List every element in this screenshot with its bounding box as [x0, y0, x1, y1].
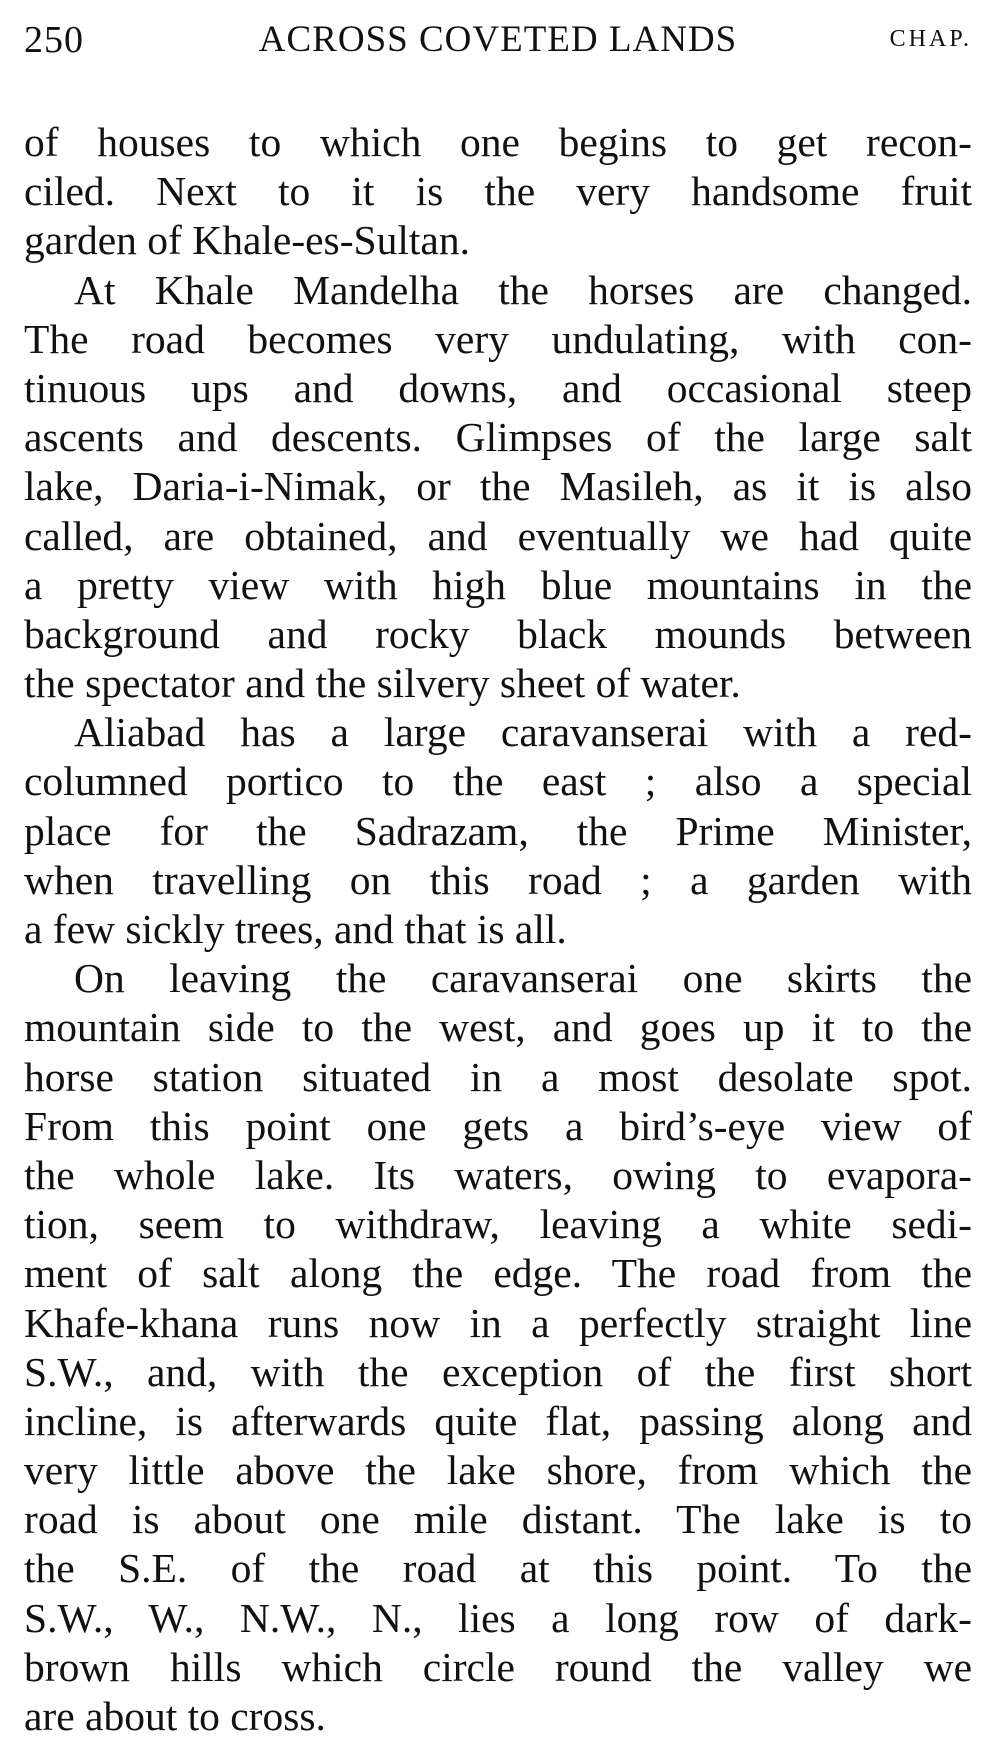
- running-title: ACROSS COVETED LANDS: [258, 19, 738, 60]
- text-line: S.W., and, with the exception of the first short: [24, 1348, 972, 1395]
- text-line: mountain side to the west, and goes up it to the: [24, 1004, 972, 1051]
- paragraph: [24, 118, 972, 266]
- text-line: At Khale Mandelha the horses are changed.: [74, 266, 972, 313]
- page-number: 250: [24, 19, 84, 61]
- text-line: the spectator and the silvery sheet of water.: [24, 660, 741, 707]
- text-line: garden of Khale-es-Sultan.: [24, 217, 470, 264]
- text-line: when travelling on this road ; a garden with: [24, 856, 972, 903]
- paragraph: [24, 708, 972, 954]
- text-line: background and rocky black mounds between: [24, 610, 972, 657]
- text-line: the whole lake. Its waters, owing to evapora-: [24, 1151, 972, 1198]
- text-line: tion, seem to withdraw, leaving a white sedi-: [24, 1201, 972, 1248]
- text-line: the S.E. of the road at this point. To the: [24, 1545, 972, 1592]
- text-line: of houses to which one begins to get recon-: [24, 119, 972, 165]
- text-line: place for the Sadrazam, the Prime Minister,: [24, 807, 972, 854]
- chapter-label: CHAP.: [889, 26, 972, 52]
- text-line: ment of salt along the edge. The road from the: [24, 1250, 972, 1297]
- body-text: [24, 118, 972, 1741]
- text-line: horse station situated in a most desolate spot.: [24, 1053, 972, 1100]
- text-line: brown hills which circle round the valley we: [24, 1643, 972, 1690]
- text-line: S.W., W., N.W., N., lies a long row of dark-: [24, 1594, 972, 1641]
- text-line: columned portico to the east ; also a special: [24, 758, 972, 805]
- text-line: are about to cross.: [24, 1693, 326, 1739]
- text-line: Khafe-khana runs now in a perfectly straight line: [24, 1299, 972, 1346]
- text-line: incline, is afterwards quite flat, passing along and: [24, 1397, 972, 1444]
- text-line: lake, Daria-i-Nimak, or the Masileh, as it is also: [24, 463, 972, 510]
- paragraph: [24, 266, 972, 709]
- text-line: From this point one gets a bird’s-eye view of: [24, 1102, 972, 1149]
- text-line: a few sickly trees, and that is all.: [24, 906, 567, 952]
- text-line: ciled. Next to it is the very handsome fruit: [24, 168, 972, 215]
- text-line: On leaving the caravanserai one skirts the: [74, 955, 972, 1002]
- running-head: [24, 18, 972, 74]
- text-line: called, are obtained, and eventually we had quite: [24, 512, 972, 559]
- text-line: Aliabad has a large caravanserai with a red-: [74, 709, 972, 756]
- text-line: tinuous ups and downs, and occasional steep: [24, 364, 972, 411]
- text-line: road is about one mile distant. The lake is to: [24, 1496, 972, 1543]
- text-line: The road becomes very undulating, with con-: [24, 315, 972, 362]
- text-line: ascents and descents. Glimpses of the large salt: [24, 414, 972, 461]
- text-line: a pretty view with high blue mountains in the: [24, 561, 972, 608]
- paragraph: [24, 954, 972, 1741]
- text-line: very little above the lake shore, from which the: [24, 1447, 972, 1494]
